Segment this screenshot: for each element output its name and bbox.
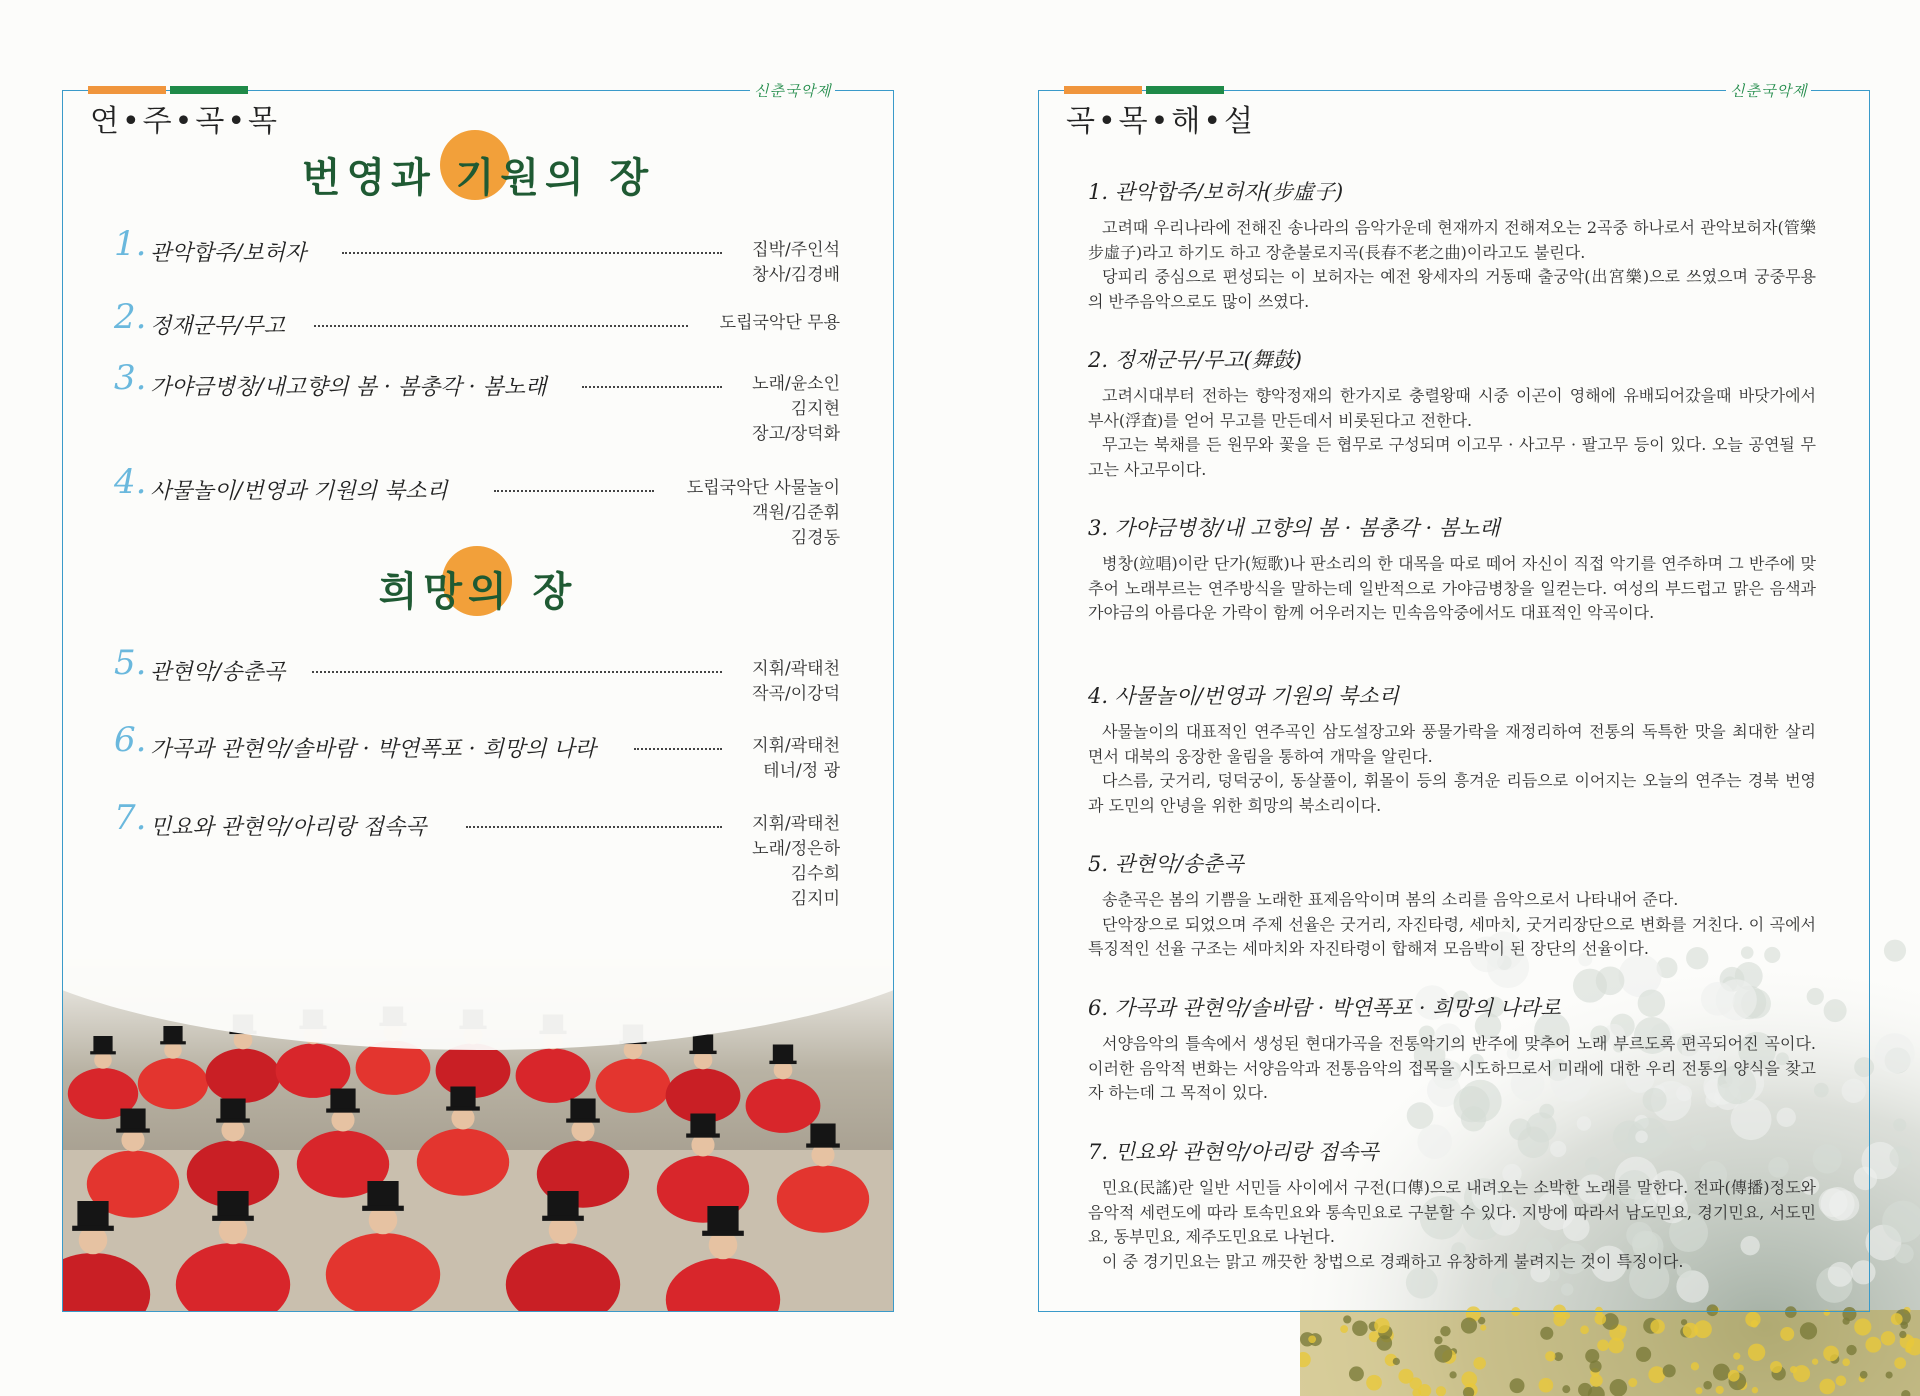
note-section bbox=[1088, 1136, 1816, 1274]
forsythia-flower bbox=[1770, 1361, 1782, 1373]
brand-label: 신춘국악제 bbox=[750, 80, 835, 101]
program-item-performers bbox=[720, 311, 840, 336]
note-title: 7. 민요와 관현악/아리랑 접속곡 bbox=[1088, 1140, 1379, 1164]
performer-credit: 지휘/곽태천 bbox=[752, 736, 840, 756]
note-paragraph: 단악장으로 되었으며 주제 선율은 굿거리, 자진타령, 세마치, 굿거리장단으로 변화를 거친다. 이 곡에서 특징적인 선율 구조는 세마치와 자진타령이 합해져 모음박이 된 장단의 선율이다. bbox=[1088, 914, 1816, 958]
forsythia-flower bbox=[1894, 1357, 1906, 1369]
program-item-title: 민요와 관현악/아리랑 접속곡 bbox=[150, 815, 427, 840]
performer-credit: 작곡/이강덕 bbox=[752, 684, 840, 704]
forsythia-flower bbox=[1716, 1386, 1724, 1394]
forsythia-flower bbox=[1480, 1325, 1486, 1331]
program-item-performers bbox=[752, 657, 840, 707]
performance-photo bbox=[63, 940, 893, 1311]
note-section bbox=[1088, 512, 1816, 626]
note-paragraph: 당피리 중심으로 편성되는 이 보허자는 예전 왕세자의 거동때 출궁악(出宮樂)으로 쓰였으며 궁중무용의 반주음악으로도 많이 쓰였다. bbox=[1088, 267, 1816, 311]
forsythia-flower bbox=[1377, 1335, 1393, 1351]
forsythia-flower bbox=[1597, 1339, 1609, 1351]
leader-dots bbox=[466, 826, 722, 828]
program-item-title: 정재군무/무고 bbox=[150, 314, 285, 339]
forsythia-flower bbox=[1752, 1387, 1758, 1393]
forsythia-flower bbox=[1846, 1345, 1856, 1355]
performer-credit: 집박/주인석 bbox=[752, 240, 840, 260]
note-title: 3. 가야금병창/내 고향의 봄 · 봄총각 · 봄노래 bbox=[1088, 516, 1500, 540]
forsythia-flower bbox=[1745, 1312, 1760, 1327]
note-paragraph: 민요(民謠)란 일반 서민들 사이에서 구전(口傳)으로 내려오는 소박한 노래를 말한다. 전파(傳播)정도와 음악적 세련도에 따라 토속민요와 통속민요로 구분할 수 있다. 지방에 따라서 남도민요, 경기민요, 서도민요, 동부민요, 제주도민요로 나뉜다. bbox=[1088, 1178, 1816, 1246]
program-item bbox=[110, 358, 840, 444]
note-section bbox=[1088, 176, 1816, 314]
note-section bbox=[1088, 848, 1816, 962]
section-heading-notes: 곡•목•해•설 bbox=[1066, 104, 1257, 139]
forsythia-flower bbox=[1580, 1325, 1589, 1334]
forsythia-flower bbox=[1352, 1320, 1368, 1336]
forsythia-flower bbox=[1610, 1379, 1628, 1396]
note-paragraph: 고려시대부터 전하는 향악정재의 한가지로 충렬왕때 시중 이곤이 영해에 유배되어갔을때 바닷가에서 부사(浮査)를 얻어 무고를 만든데서 비롯된다고 전한다. bbox=[1088, 386, 1816, 430]
program-item-number: 5. bbox=[114, 643, 147, 683]
note-paragraph: 서양음악의 틀속에서 생성된 현대가곡을 전통악기의 반주에 맞추어 노래 부르도록 편곡되어진 곡이다. 이러한 음악적 변화는 서양음악과 전통음악의 접목을 시도하므로서 미래에 대한 우리 전통의 양식을 찾고자 하는데 그 목적이 있다. bbox=[1088, 1034, 1816, 1102]
brand-label: 신춘국악제 bbox=[1726, 80, 1811, 101]
program-item-number: 6. bbox=[114, 720, 147, 760]
part2-title: 희망의 장 bbox=[378, 569, 578, 615]
forsythia-flower bbox=[1842, 1358, 1850, 1366]
program-item-title: 가야금병창/내고향의 봄 · 봄총각 · 봄노래 bbox=[150, 375, 547, 400]
note-paragraph: 병창(竝唱)이란 단가(短歌)나 판소리의 한 대목을 따로 떼어 자신이 직접 악기를 연주하며 그 반주에 맞추어 노래부르는 연주방식을 말하는데 일반적으로 가야금병창을 일컫는다. 여성의 부드럽고 맑은 음색과 가야금의 아름다운 가락이 함께 어우러지는 민속음악중에서도 대표적인 악곡이다. bbox=[1088, 554, 1816, 622]
note-paragraph: 이 중 경기민요는 맑고 깨끗한 창법으로 경쾌하고 유창하게 불려지는 것이 특징이다. bbox=[1102, 1251, 1684, 1271]
forsythia-flower bbox=[1780, 1327, 1794, 1341]
forsythia-flower bbox=[1865, 1337, 1881, 1353]
leader-dots bbox=[342, 252, 722, 254]
forsythia-flower bbox=[1842, 1317, 1849, 1324]
forsythia-flower bbox=[1449, 1371, 1456, 1378]
performer-credit: 지휘/곽태천 bbox=[752, 659, 840, 679]
performer-credit: 도립국악단 무용 bbox=[719, 313, 840, 333]
program-item bbox=[110, 798, 840, 909]
forsythia-flower bbox=[1636, 1347, 1651, 1362]
note-title: 2. 정재군무/무고(舞鼓) bbox=[1088, 348, 1302, 372]
forsythia-flower bbox=[1901, 1322, 1908, 1329]
program-item-performers bbox=[752, 812, 840, 912]
forsythia-flower bbox=[1343, 1315, 1351, 1323]
forsythia-flower bbox=[1836, 1376, 1847, 1387]
note-paragraph: 송춘곡은 봄의 기쁨을 노래한 표제음악이며 봄의 소리를 음악으로서 나타내어 준다. bbox=[1102, 890, 1679, 909]
performer-credit: 김경동 bbox=[790, 528, 840, 548]
forsythia-flower bbox=[1308, 1335, 1316, 1343]
program-item-title: 관현악/송춘곡 bbox=[150, 660, 285, 685]
forsythia-flower bbox=[1650, 1319, 1665, 1334]
forsythia-flower bbox=[1812, 1358, 1818, 1364]
performer-credit: 김지미 bbox=[790, 889, 840, 909]
forsythia-flower bbox=[1461, 1371, 1477, 1387]
leader-dots bbox=[634, 748, 722, 750]
forsythia-flower bbox=[1819, 1379, 1835, 1395]
forsythia-flower bbox=[1594, 1313, 1606, 1325]
program-item-number: 2. bbox=[114, 297, 147, 337]
note-section bbox=[1088, 680, 1816, 818]
program-item bbox=[110, 643, 840, 704]
forsythia-flower bbox=[1860, 1371, 1868, 1379]
green-accent-bar bbox=[170, 86, 248, 94]
performer-credit: 김수희 bbox=[790, 864, 840, 884]
program-item-performers bbox=[687, 476, 840, 551]
program-item bbox=[110, 297, 840, 345]
note-paragraph: 무고는 북채를 든 원무와 꽃을 든 협무로 구성되며 이고무 · 사고무 · 팔고무 등이 있다. 오늘 공연될 무고는 사고무이다. bbox=[1088, 435, 1816, 479]
forsythia-flower bbox=[1648, 1366, 1665, 1383]
forsythia-flower bbox=[1694, 1320, 1712, 1338]
forsythia-flower bbox=[1695, 1387, 1702, 1394]
forsythia-flower bbox=[1800, 1322, 1817, 1339]
note-section bbox=[1088, 344, 1816, 482]
forsythia-flower bbox=[1436, 1386, 1446, 1396]
program-item bbox=[110, 720, 840, 781]
blossom-cluster bbox=[1889, 1146, 1912, 1169]
forsythia-flower bbox=[1562, 1385, 1570, 1393]
forsythia-flower bbox=[1703, 1381, 1712, 1390]
forsythia-flower bbox=[1366, 1375, 1382, 1391]
forsythia-flower bbox=[1886, 1371, 1893, 1378]
note-title: 4. 사물놀이/번영과 기원의 북소리 bbox=[1088, 684, 1399, 708]
forsythia-flower bbox=[1628, 1378, 1637, 1387]
leader-dots bbox=[582, 386, 722, 388]
forsythia-flower bbox=[1663, 1364, 1676, 1377]
forsythia-flower bbox=[1737, 1365, 1744, 1372]
leader-dots bbox=[494, 490, 654, 492]
program-item-performers bbox=[752, 372, 840, 447]
forsythia-flower bbox=[1728, 1370, 1740, 1382]
performer-credit: 김지현 bbox=[790, 399, 840, 419]
program-item-number: 4. bbox=[114, 462, 147, 502]
performer-credit: 지휘/곽태천 bbox=[752, 814, 840, 834]
forsythia-flower bbox=[1590, 1374, 1603, 1387]
forsythia-flower bbox=[1891, 1313, 1903, 1325]
performer-credit: 노래/정은하 bbox=[752, 839, 840, 859]
program-item bbox=[110, 462, 840, 548]
forsythia-flower bbox=[1349, 1366, 1364, 1381]
blossom-cluster bbox=[1884, 940, 1906, 962]
forsythia-flower bbox=[1539, 1378, 1554, 1393]
forsythia-flower bbox=[1899, 1331, 1906, 1338]
forsythia-flower bbox=[1733, 1353, 1740, 1360]
forsythia-flower bbox=[1473, 1357, 1486, 1370]
performer-credit: 창사/김경배 bbox=[752, 265, 840, 285]
green-accent-bar bbox=[1146, 86, 1224, 94]
note-paragraph: 고려때 우리나라에 전해진 송나라의 음악가운데 현재까지 전해져오는 2곡중 하나로서 관악보허자(管樂步虛子)라고 하기도 하고 장춘불로지곡(長春不老之曲)이라고도 불린다. bbox=[1088, 218, 1816, 262]
forsythia-flower bbox=[1881, 1331, 1895, 1345]
program-item-title: 관악합주/보허자 bbox=[150, 241, 307, 266]
orange-accent-bar bbox=[1064, 86, 1142, 94]
forsythia-flower bbox=[1440, 1326, 1450, 1336]
forsythia-flower bbox=[1589, 1360, 1601, 1372]
note-title: 6. 가곡과 관현악/솔바람 · 박연폭포 · 희망의 나라로 bbox=[1088, 996, 1561, 1020]
forsythia-flower bbox=[1393, 1358, 1400, 1365]
forsythia-flower bbox=[1510, 1378, 1525, 1393]
program-item-number: 1. bbox=[114, 224, 147, 264]
forsythia-flower bbox=[1823, 1346, 1839, 1362]
program-item-performers bbox=[752, 734, 840, 784]
blossom-cluster bbox=[1875, 1033, 1915, 1073]
performer-credit: 테너/정 광 bbox=[763, 761, 840, 781]
note-title: 1. 관악합주/보허자(步虛子) bbox=[1088, 180, 1344, 204]
forsythia-flower bbox=[1713, 1364, 1730, 1381]
forsythia-flower bbox=[1434, 1336, 1442, 1344]
forsythia-flower bbox=[1461, 1317, 1477, 1333]
orchestra-illustration bbox=[63, 940, 893, 1311]
performer-credit: 객원/김준휘 bbox=[752, 503, 840, 523]
forsythia-flower bbox=[1793, 1365, 1810, 1382]
orange-accent-bar bbox=[88, 86, 166, 94]
performer-credit: 도립국악단 사물놀이 bbox=[686, 478, 840, 498]
forsythia-flower bbox=[1340, 1325, 1348, 1333]
blossom-cluster bbox=[1894, 1244, 1913, 1263]
section-heading-program: 연•주•곡•목 bbox=[90, 104, 281, 139]
forsythia-flower bbox=[1748, 1344, 1765, 1361]
program-item-number: 3. bbox=[114, 358, 147, 398]
note-title: 5. 관현악/송춘곡 bbox=[1088, 852, 1244, 876]
forsythia-flower bbox=[1905, 1347, 1911, 1353]
forsythia-flower bbox=[1374, 1318, 1389, 1333]
program-item bbox=[110, 224, 840, 285]
program-item-number: 7. bbox=[114, 798, 147, 838]
note-paragraph: 사물놀이의 대표적인 연주곡인 삼도설장고와 풍물가락을 재정리하여 전통의 독특한 맛을 최대한 살리면서 대북의 웅장한 울림을 통하여 개막을 알린다. bbox=[1088, 722, 1816, 766]
note-section bbox=[1088, 992, 1816, 1106]
forsythia-flower bbox=[1434, 1345, 1452, 1363]
forsythia-flower bbox=[1691, 1362, 1699, 1370]
leader-dots bbox=[314, 325, 688, 327]
leader-dots bbox=[312, 671, 722, 673]
program-item-title: 사물놀이/번영과 기원의 북소리 bbox=[150, 479, 448, 504]
forsythia-flower bbox=[1854, 1318, 1871, 1335]
forsythia-flower bbox=[1545, 1351, 1555, 1361]
part1-title: 번영과 기원의 장 bbox=[301, 155, 655, 201]
note-paragraph: 다스름, 굿거리, 덩덕궁이, 동살풀이, 휘몰이 등의 흥겨운 리듬으로 이어지는 오늘의 연주는 경북 번영과 도민의 안녕을 위한 희망의 북소리이다. bbox=[1088, 771, 1816, 815]
forsythia-flower bbox=[1540, 1327, 1553, 1340]
program-item-performers bbox=[752, 238, 840, 288]
program-item-title: 가곡과 관현악/솔바람 · 박연폭포 · 희망의 나라 bbox=[150, 737, 596, 762]
blossom-cluster bbox=[1893, 1118, 1906, 1131]
performer-credit: 장고/장덕화 bbox=[752, 424, 840, 444]
performer-credit: 노래/윤소인 bbox=[752, 374, 840, 394]
